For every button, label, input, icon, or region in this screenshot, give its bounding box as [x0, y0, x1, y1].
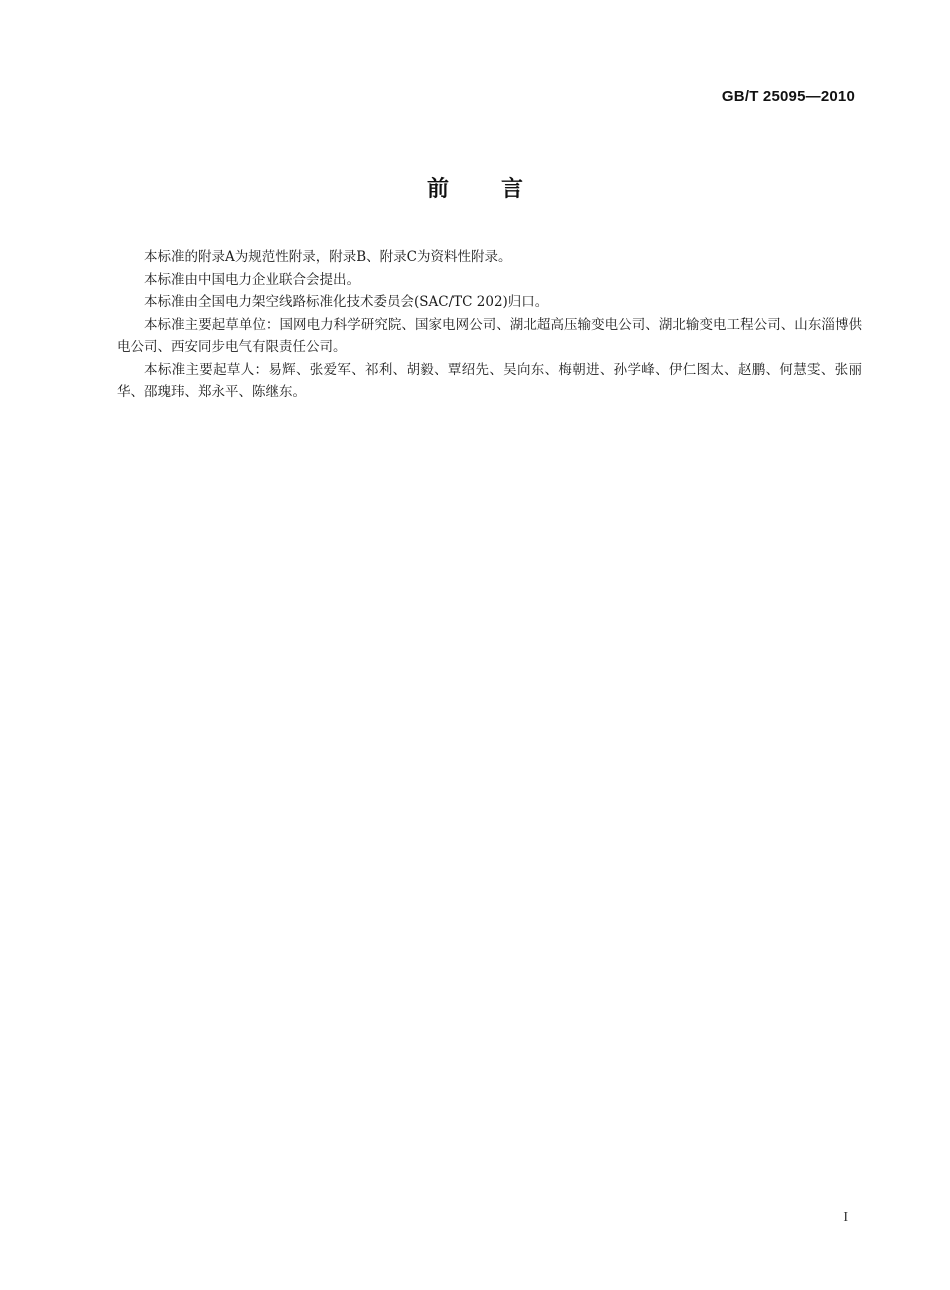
paragraph-proposer: 本标准由中国电力企业联合会提出。 [144, 271, 360, 288]
paragraph-drafting-units: 本标准主要起草单位：国网电力科学研究院、国家电网公司、湖北超高压输变电公司、湖北输变电工程公司、山东淄博供电公司、西安同步电气有限责任公司。 [117, 316, 862, 355]
standard-code: GB/T 25095—2010 [721, 88, 855, 105]
page-number: I [843, 1210, 848, 1225]
preface-body [117, 246, 862, 404]
paragraph-drafters: 本标准主要起草人：易辉、张爱军、祁利、胡毅、覃绍先、吴向东、梅朝进、孙学峰、伊仁图太、赵鹏、何慧雯、张丽华、邵瑰玮、郑永平、陈继东。 [117, 361, 862, 400]
page-title: 前言 [426, 177, 575, 202]
paragraph-annex: 本标准的附录A为规范性附录，附录B、附录C为资料性附录。 [144, 249, 512, 265]
paragraph-committee: 本标准由全国电力架空线路标准化技术委员会(SAC/TC 202)归口。 [144, 294, 549, 310]
